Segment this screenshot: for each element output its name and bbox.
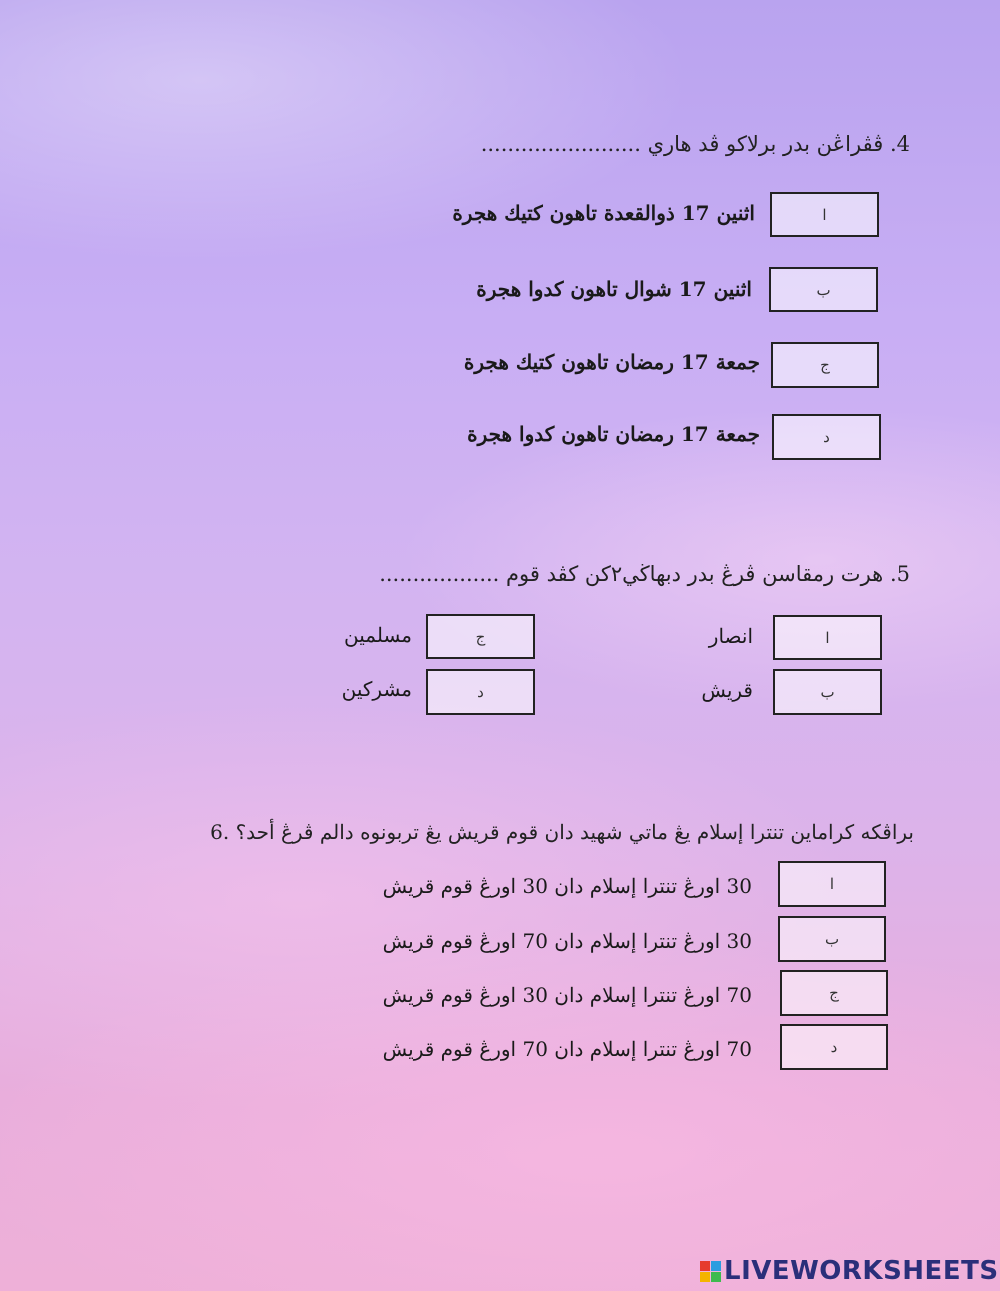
question-5-text: هرت رمقاسن ڤرڠ بدر دبهاڬي٢كن كڤد قوم .................. [379, 562, 884, 586]
option-letter: د [477, 683, 484, 701]
answer-box-4c[interactable] [771, 342, 879, 388]
question-4-text: ڤڤراڠن بدر برلاكو ڤد هاري ........................ [480, 132, 884, 156]
answer-box-6a[interactable] [778, 861, 886, 907]
option-letter: ب [816, 280, 831, 299]
option-letter: ج [475, 627, 486, 646]
option-5c-text: مسلمين [344, 623, 412, 647]
answer-box-5d[interactable] [426, 669, 535, 715]
answer-box-5a[interactable] [773, 615, 882, 660]
logo-square-green [711, 1272, 721, 1282]
answer-box-4a[interactable] [770, 192, 879, 237]
question-6-number: .6 [210, 820, 230, 844]
answer-box-6c[interactable] [780, 970, 888, 1016]
question-5-number: 5. [889, 562, 910, 586]
answer-box-5c[interactable] [426, 614, 535, 659]
logo-square-yellow [700, 1272, 710, 1282]
option-letter: ا [822, 205, 827, 224]
logo-square-blue [711, 1261, 721, 1271]
answer-box-5b[interactable] [773, 669, 882, 715]
option-4d-text: جمعة 17 رمضان تاهون كدوا هجرة [467, 422, 760, 446]
option-6b-text: 30 اورڠ تنترا إسلام دان 70 اورڠ قوم قريش [382, 929, 752, 953]
option-6c-text: 70 اورڠ تنترا إسلام دان 30 اورڠ قوم قريش [382, 983, 752, 1007]
option-letter: ج [829, 984, 839, 1002]
answer-box-4b[interactable] [769, 267, 878, 312]
answer-box-4d[interactable] [772, 414, 881, 460]
question-5 [379, 562, 910, 586]
logo-text: LIVEWORKSHEETS [724, 1256, 999, 1286]
option-4b-text: اثنين 17 شوال تاهون كدوا هجرة [476, 277, 752, 301]
liveworksheets-logo-icon [700, 1261, 721, 1282]
option-letter: ج [820, 356, 830, 374]
option-6d-text: 70 اورڠ تنترا إسلام دان 70 اورڠ قوم قريش [382, 1037, 752, 1061]
option-4a-text: اثنين 17 ذوالقعدة تاهون كتيك هجرة [452, 201, 755, 225]
option-5b-text: قريش [701, 678, 753, 702]
option-letter: د [830, 1038, 838, 1056]
option-6a-text: 30 اورڠ تنترا إسلام دان 30 اورڠ قوم قريش [382, 874, 752, 898]
question-6 [210, 820, 914, 844]
logo-square-red [700, 1261, 710, 1271]
question-4 [481, 132, 910, 156]
option-letter: ب [820, 683, 835, 701]
option-letter: د [823, 428, 830, 446]
question-6-text: براڤكه كراماين تنترا إسلام يڠ ماتي شهيد دان قوم قريش يڠ تربونوه دالم ڤرڠ أحد؟ [235, 820, 914, 844]
option-letter: ا [829, 875, 835, 893]
option-4c-text: جمعة 17 رمضان تاهون كتيك هجرة [463, 350, 760, 374]
option-letter: ا [825, 628, 830, 647]
answer-box-6b[interactable] [778, 916, 886, 962]
question-4-number: 4. [889, 132, 910, 156]
answer-box-6d[interactable] [780, 1024, 888, 1070]
option-5a-text: انصار [708, 624, 753, 648]
liveworksheets-logo [700, 1254, 999, 1288]
option-5d-text: مشركين [341, 677, 412, 701]
option-letter: ب [824, 930, 840, 948]
